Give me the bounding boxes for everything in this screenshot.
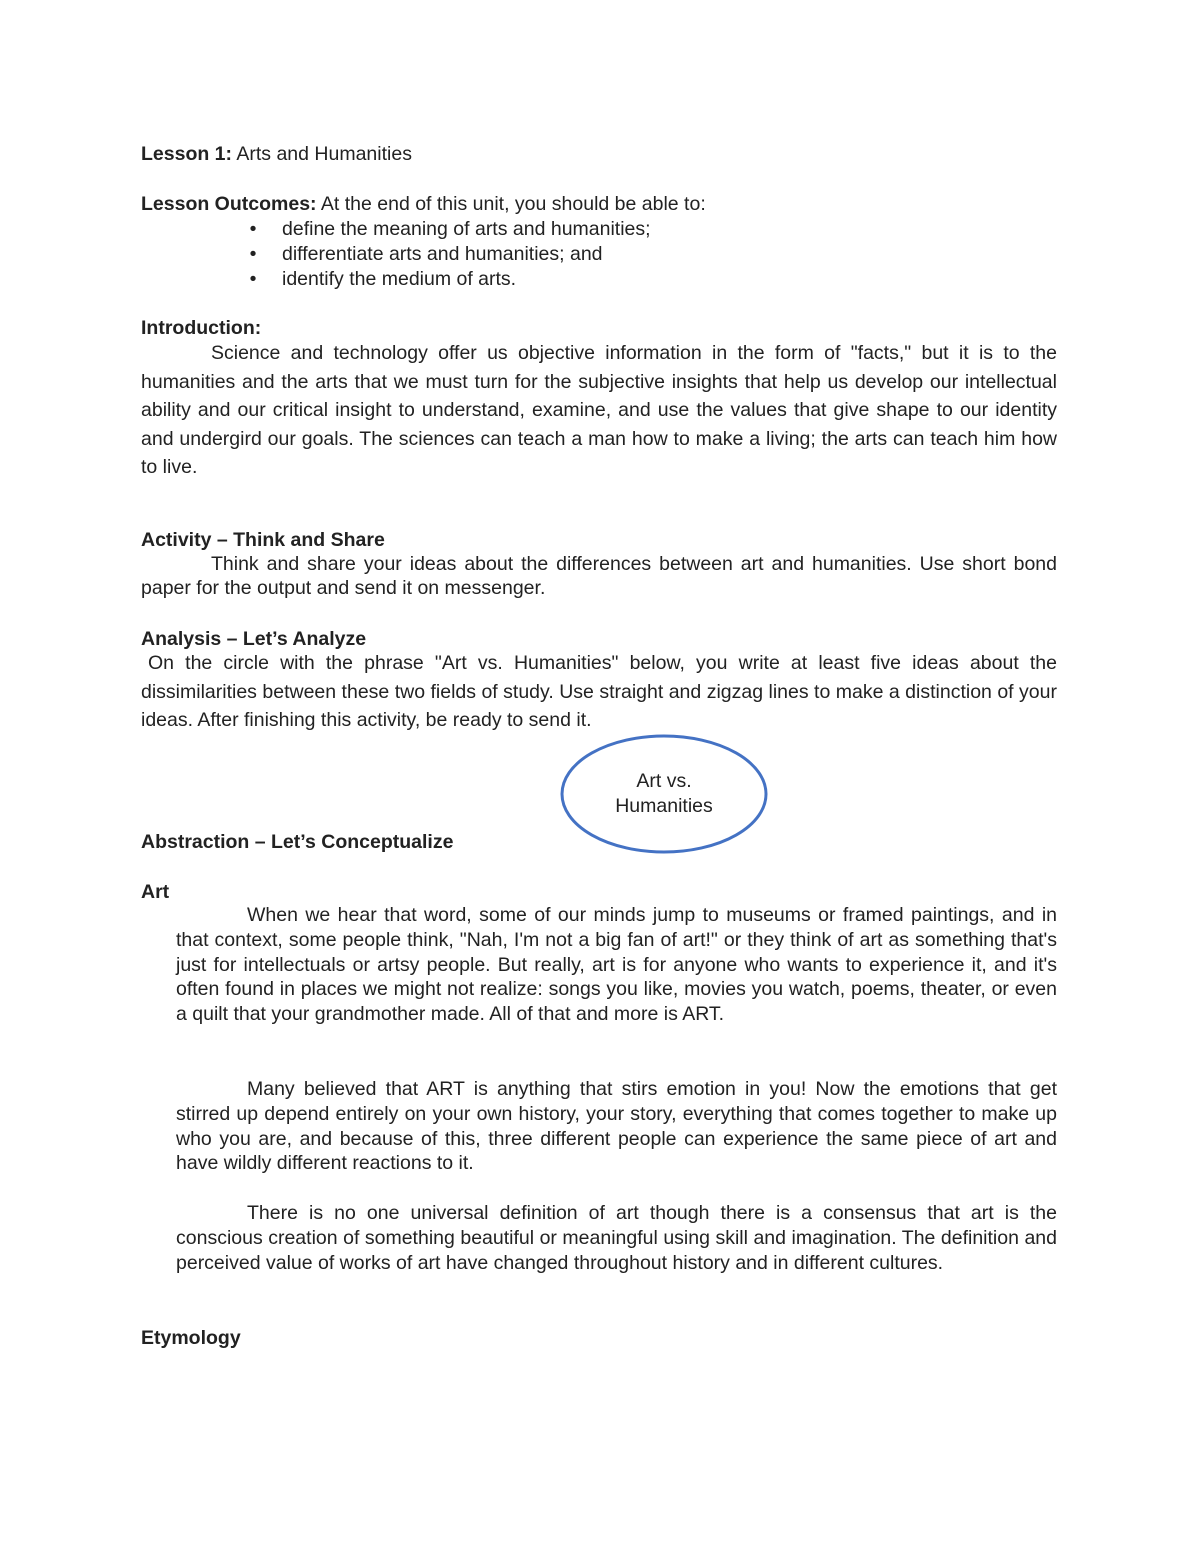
bullet-icon: •: [249, 268, 257, 290]
analysis-text: On the circle with the phrase "Art vs. Humanities" below, you write at least five ideas about the dissimilarities between these two fields of study. Use straight and zigzag lines to make a distinction of your ideas. After finishing this activity, be ready to send it.: [141, 652, 1057, 731]
bullet-icon: •: [249, 218, 257, 240]
outcome-item: • differentiate arts and humanities; and: [249, 243, 603, 265]
circle-label-line2: Humanities: [615, 795, 713, 817]
lesson-label: Lesson 1:: [141, 143, 233, 165]
lesson-name: Arts and Humanities: [232, 143, 412, 165]
lesson-title: [141, 142, 1057, 166]
art-paragraph-2: Many believed that ART is anything that stirs emotion in you! Now the emotions that get stirred up depend entirely on your own history, your story, everything that comes together to make up who you are, and because of this, three different people can experience the same piece of art and have wildly different reactions to it.: [176, 1078, 1057, 1175]
art-heading: Art: [141, 881, 170, 903]
analysis-heading: Analysis – Let’s Analyze: [141, 628, 367, 650]
activity-text: Think and share your ideas about the differences between art and humanities. Use short bond paper for the output and send it on messenger.: [141, 553, 1057, 599]
circle-label: [558, 769, 770, 819]
outcomes-label: Lesson Outcomes:: [141, 193, 317, 215]
outcomes-intro: [141, 192, 1057, 216]
outcomes-intro-text: At the end of this unit, you should be able to:: [316, 193, 706, 215]
art-paragraph-1: When we hear that word, some of our minds jump to museums or framed paintings, and in that context, some people think, "Nah, I'm not a big fan of art!" or they think of art as something that's just for intellectuals or artsy people. But really, art is for anyone who wants to experience it, and it's often found in places we might not realize: songs you like, movies you watch, poems, theater, or even a quilt that your grandmother made. All of that and more is ART.: [176, 904, 1057, 1026]
outcomes-list: [141, 217, 1057, 292]
outcome-item: • identify the medium of arts.: [249, 268, 517, 290]
introduction-heading: Introduction:: [141, 317, 262, 339]
activity-heading: Activity – Think and Share: [141, 529, 385, 551]
outcome-item: • define the meaning of arts and humanities;: [249, 218, 651, 240]
abstraction-heading: Abstraction – Let’s Conceptualize: [141, 831, 454, 853]
bullet-icon: •: [249, 243, 257, 265]
introduction-text: Science and technology offer us objective information in the form of "facts," but it is to the humanities and the arts that we must turn for the subjective insights that help us develop our intellectual ability and our critical insight to understand, examine, and use the values that give shape to our identity and undergird our goals. The sciences can teach a man how to make a living; the arts can teach him how to live.: [141, 342, 1057, 478]
circle-label-line1: Art vs.: [636, 770, 692, 792]
art-paragraph-3: There is no one universal definition of art though there is a consensus that art is the conscious creation of something beautiful or meaningful using skill and imagination. The definition and perceived value of works of art have changed throughout history and in different cultures.: [176, 1202, 1057, 1274]
etymology-heading: Etymology: [141, 1327, 241, 1349]
